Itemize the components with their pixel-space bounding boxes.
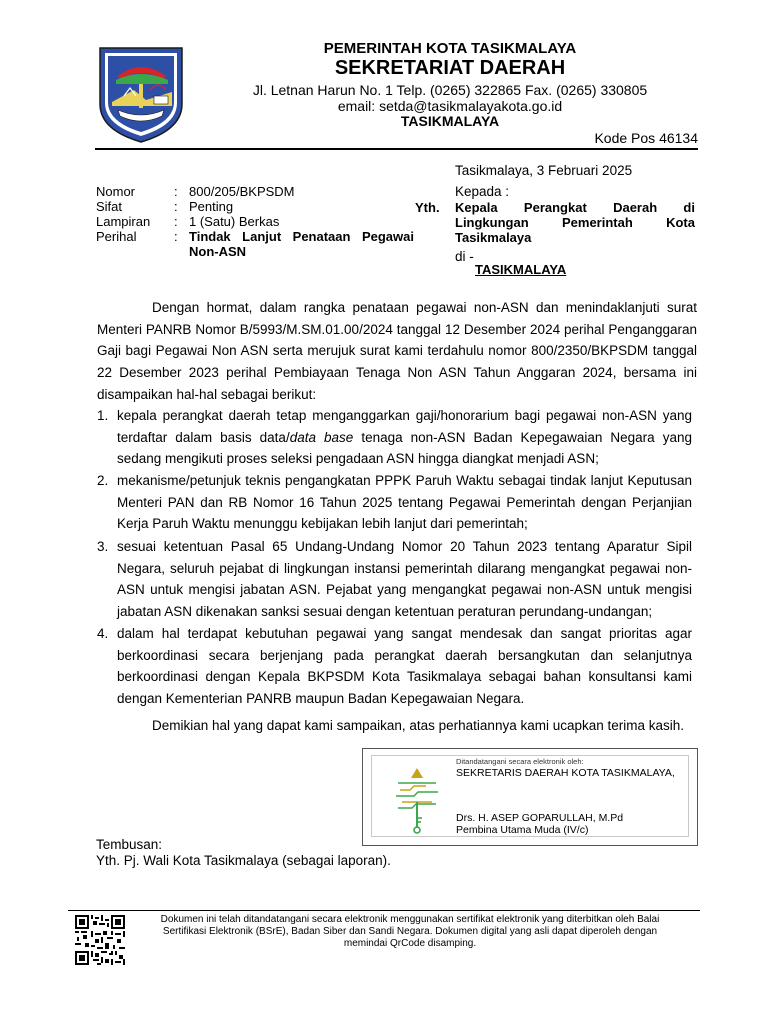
meta-colon: : bbox=[174, 214, 178, 229]
letterhead-email: email: setda@tasikmalayakota.go.id bbox=[337, 98, 563, 114]
letterhead-city: TASIKMALAYA bbox=[400, 113, 500, 129]
signature-note: Ditandatangani secara elektronik oleh: bbox=[456, 757, 584, 766]
letterhead-department: SEKRETARIAT DAERAH bbox=[334, 57, 566, 79]
letterhead-divider bbox=[95, 148, 698, 150]
meta-sifat: Penting bbox=[189, 199, 234, 214]
list-item-number: 1. bbox=[97, 408, 109, 423]
list-item-text-part: kepala perangkat daerah tetap menganggarkan gaji/honorarium bagi pegawai non-ASN yang terdaftar dalam basis data/ bbox=[117, 408, 692, 445]
letterhead-postcode: Kode Pos 46134 bbox=[594, 130, 698, 146]
meta-nomor: 800/205/BKPSDM bbox=[189, 184, 295, 199]
body-closing: Demikian hal yang dapat kami sampaikan, atas perhatiannya kami ucapkan terima kasih. bbox=[152, 718, 685, 733]
meta-lampiran: 1 (Satu) Berkas bbox=[189, 214, 280, 229]
electronic-signature-box bbox=[362, 748, 698, 846]
signature-rank: Pembina Utama Muda (IV/c) bbox=[456, 824, 589, 836]
cc-title: Tembusan: bbox=[96, 837, 163, 852]
letterhead-address: Jl. Letnan Harun No. 1 Telp. (0265) 322865 Fax. (0265) 330805 bbox=[252, 82, 648, 98]
list-item-number: 2. bbox=[97, 473, 109, 488]
body-intro-paragraph: Dengan hormat, dalam rangka penataan pegawai non-ASN dan menindaklanjuti surat Menteri PANRB Nomor B/5993/M.SM.01.00/2024 tanggal 12 Desember 2024 perihal Penganggaran Gaji bagi Pegawai Non ASN serta merujuk surat kami terdahulu nomor 800/2350/BKPSDM tanggal 22 Desember 2023 perihal Pembiayaan Tenaga Non ASN Tahun Anggaran 2024, bersama ini disampaikan hal-hal sebagai berikut: bbox=[97, 300, 697, 402]
label-nomor: Nomor bbox=[96, 184, 136, 199]
meta-colon: : bbox=[174, 199, 178, 214]
addressee-recipient: Kepala Perangkat Daerah di Lingkungan Pemerintah Kota Tasikmalaya bbox=[455, 200, 695, 245]
addressee-destination: TASIKMALAYA bbox=[475, 262, 567, 277]
list-item-text-part: tenaga non-ASN Badan Kepegawaian Negara yang sedang mengikuti proses seleksi pengadaan ASN hingga diangkat menjadi ASN; bbox=[117, 429, 692, 467]
list-item-italic-term: data base bbox=[289, 429, 354, 445]
list-item-text: sesuai ketentuan Pasal 65 Undang-Undang Nomor 20 Tahun 2023 tentang Aparatur Sipil Negara, seluruh pejabat di lingkungan instansi pemerintah dilarang mengangkat pegawai non-ASN untuk mengisi jabatan ASN. Pejabat yang mengangkat pegawai non-ASN untuk mengisi jabatan ASN dikenakan sanksi sesuai dengan ketentuan peraturan perundang-undangan; bbox=[117, 539, 692, 620]
letterhead-government: PEMERINTAH KOTA TASIKMALAYA bbox=[323, 40, 577, 57]
list-item-text: mekanisme/petunjuk teknis pengangkatan PPPK Paruh Waktu sebagai tindak lanjut Keputusan Menteri PAN dan RB Nomor 16 Tahun 2025 tentang Pegawai Pemerintah dengan Perjanjian Kerja Paruh Waktu menunggu kebijakan lebih lanjut dari pemerintah; bbox=[117, 473, 692, 532]
label-lampiran: Lampiran bbox=[96, 214, 151, 229]
addressee-kepada: Kepada : bbox=[455, 184, 510, 199]
label-sifat: Sifat bbox=[96, 199, 123, 214]
addressee-yth: Yth. bbox=[415, 200, 440, 215]
list-item-text bbox=[117, 405, 692, 470]
signature-name: Drs. H. ASEP GOPARULLAH, M.Pd bbox=[456, 812, 624, 824]
meta-colon: : bbox=[174, 184, 178, 199]
signature-inner-frame bbox=[371, 755, 689, 837]
qr-code-icon bbox=[75, 915, 125, 965]
addressee-di: di - bbox=[455, 249, 474, 264]
meta-colon: : bbox=[174, 229, 178, 244]
meta-perihal: Tindak Lanjut Penataan Pegawai Non-ASN bbox=[189, 229, 414, 259]
label-perihal: Perihal bbox=[96, 229, 137, 244]
signature-position: SEKRETARIS DAERAH KOTA TASIKMALAYA, bbox=[456, 767, 675, 779]
list-item-number: 3. bbox=[97, 539, 109, 554]
list-item-number: 4. bbox=[97, 626, 109, 641]
city-emblem-logo bbox=[94, 40, 188, 144]
list-item-text: dalam hal terdapat kebutuhan pegawai yang sangat mendesak dan sangat prioritas agar berkoordinasi secara berjenjang pada perangkat daerah bersangkutan dan selanjutnya berkoordinasi dengan Kepala BKPSDM Kota Tasikmalaya sebagai bahan konsultansi kami dengan Kementerian PANRB maupun Badan Kepegawaian Negara. bbox=[117, 626, 692, 707]
cc-item: Yth. Pj. Wali Kota Tasikmalaya (sebagai laporan). bbox=[96, 853, 391, 868]
footer-divider bbox=[68, 910, 700, 911]
footer-disclaimer: Dokumen ini telah ditandatangani secara elektronik menggunakan sertifikat elektronik yang diterbitkan oleh Balai Sertifikasi Elektronik (BSrE), Badan Siber dan Sandi Negara. Dokumen digital yang asli dapat diperoleh dengan memindai QrCode disamping. bbox=[160, 914, 660, 949]
letter-date: Tasikmalaya, 3 Februari 2025 bbox=[455, 163, 633, 178]
signature-emblem-icon bbox=[392, 766, 442, 836]
